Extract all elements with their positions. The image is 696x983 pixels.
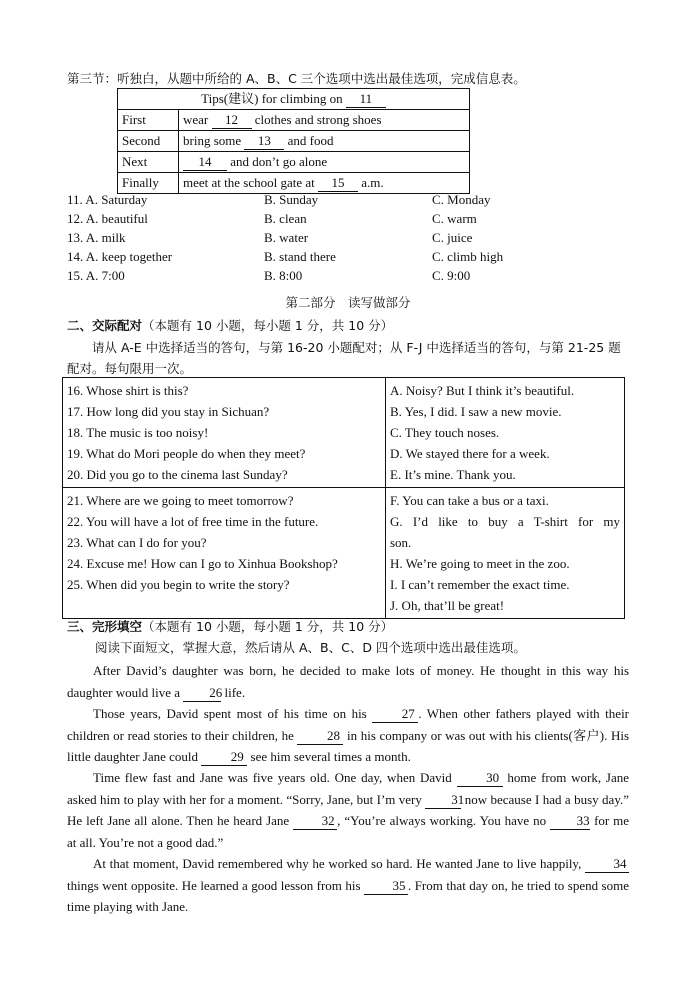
answer: F. You can take a bus or a taxi.	[390, 493, 549, 508]
blank-28: 28	[297, 728, 343, 745]
question: 23. What can I do for you?	[67, 535, 207, 550]
blank-27: 27	[372, 706, 418, 723]
tips-table	[117, 88, 470, 194]
answers-a-e	[386, 378, 625, 488]
blank-26: 26	[183, 685, 221, 702]
question: 18. The music is too noisy!	[67, 425, 209, 440]
answer: I. I can’t remember the exact time.	[390, 577, 570, 592]
option-row: 15. A. 7:00 B. 8:00 C. 9:00	[67, 268, 471, 283]
matching-table	[62, 377, 625, 619]
tips-row-value: wear 12 clothes and strong shoes	[179, 110, 470, 131]
part2-heading-note: （本题有 10 小题，每小题 1 分，共 10 分）	[142, 318, 394, 333]
answer: J. Oh, that’ll be great!	[390, 598, 505, 613]
blank-32: 32	[293, 813, 337, 830]
blank-11: 11	[346, 91, 386, 108]
blank-29: 29	[201, 749, 247, 766]
answer: C. They touch noses.	[390, 425, 500, 440]
tips-row-label: Finally	[118, 173, 179, 194]
part3-heading-note: （本题有 10 小题，每小题 1 分，共 10 分）	[142, 619, 394, 634]
blank-13: 13	[244, 133, 284, 150]
answer: D. We stayed there for a week.	[390, 446, 550, 461]
blank-31: 31	[425, 792, 461, 809]
tips-title-cell	[118, 89, 470, 110]
questions-21-25	[63, 488, 386, 619]
part2-heading: 二、交际配对	[67, 318, 143, 333]
part2-instruction: 请从 A-E 中选择适当的答句，与第 16-20 小题配对；从 F-J 中选择适当的答句，与第 21-25 题配对。每句限用一次。	[67, 340, 621, 376]
tips-row-value: 14 and don’t go alone	[179, 152, 470, 173]
blank-15: 15	[318, 175, 358, 192]
answer: E. It’s mine. Thank you.	[390, 467, 516, 482]
answers-f-j	[386, 488, 625, 619]
part3-heading-line	[67, 617, 393, 636]
passage-paragraph-1: After David’s daughter was born, he decided to make lots of money. He thought in this way his daughter would live a 26 life.	[67, 663, 629, 700]
tips-row-label: Second	[118, 131, 179, 152]
blank-34: 34	[585, 856, 629, 873]
blank-12: 12	[212, 112, 252, 129]
question: 20. Did you go to the cinema last Sunday?	[67, 467, 288, 482]
tips-row-value: bring some 13 and food	[179, 131, 470, 152]
blank-35: 35	[364, 878, 408, 895]
question: 25. When did you begin to write the story?	[67, 577, 290, 592]
blank-33: 33	[550, 813, 590, 830]
tips-row-value: meet at the school gate at 15 a.m.	[179, 173, 470, 194]
tips-title: Tips(建议) for climbing on	[201, 91, 343, 106]
questions-16-20	[63, 378, 386, 488]
question: 19. What do Mori people do when they meet?	[67, 446, 306, 461]
blank-30: 30	[457, 770, 503, 787]
question: 21. Where are we going to meet tomorrow?	[67, 493, 294, 508]
listening-options	[67, 190, 627, 285]
blank-14: 14	[183, 154, 227, 171]
option-row: 11. A. Saturday B. Sunday C. Monday	[67, 192, 491, 207]
option-row: 14. A. keep together B. stand there C. climb high	[67, 249, 504, 264]
section3-instruction: 第三节：听独白，从题中所给的 A、B、C 三个选项中选出最佳选项，完成信息表。	[67, 71, 526, 86]
part2-heading-line	[67, 316, 393, 335]
passage-paragraph-2: Those years, David spent most of his time on his 27 . When other fathers played with their children or read stories to their children, he 28 in his company or was out with his clients(客户). His little daughter Jane could 29 see him several times a month.	[67, 706, 630, 764]
answer: B. Yes, I did. I saw a new movie.	[390, 404, 562, 419]
option-row: 13. A. milk B. water C. juice	[67, 230, 473, 245]
answer: A. Noisy? But I think it’s beautiful.	[390, 383, 575, 398]
part3-instruction: 阅读下面短文，掌握大意，然后请从 A、B、C、D 四个选项中选出最佳选项。	[95, 640, 526, 655]
question: 16. Whose shirt is this?	[67, 383, 189, 398]
passage-paragraph-4: At that moment, David remembered why he worked so hard. He wanted Jane to live happily, 34 things went opposite. He learned a good lesson from his 35 . From that day on, he tried to spend some time playing with Jane.	[67, 856, 629, 914]
answer: H. We’re going to meet in the zoo.	[390, 556, 570, 571]
part3-heading: 三、完形填空	[67, 619, 143, 634]
passage-paragraph-3: Time flew fast and Jane was five years old. One day, when David 30 home from work, Jane asked him to play with her for a moment. “Sorry, Jane, but I’m very 31 now because I had a busy day.” He left Jane all alone. Then he heard Jane 32 , “You’re always working. You have no 33 for me at all. You’re not a good dad.”	[67, 770, 630, 850]
question: 17. How long did you stay in Sichuan?	[67, 404, 270, 419]
answer: G. I’d like to buy a T-shirt for my	[390, 514, 620, 529]
question: 24. Excuse me! How can I go to Xinhua Bookshop?	[67, 556, 338, 571]
answer-continued: son.	[390, 535, 412, 550]
tips-row-label: Next	[118, 152, 179, 173]
tips-row-label: First	[118, 110, 179, 131]
part2-title: 第二部分 读写做部分	[285, 295, 411, 310]
question: 22. You will have a lot of free time in the future.	[67, 514, 319, 529]
option-row: 12. A. beautiful B. clean C. warm	[67, 211, 477, 226]
